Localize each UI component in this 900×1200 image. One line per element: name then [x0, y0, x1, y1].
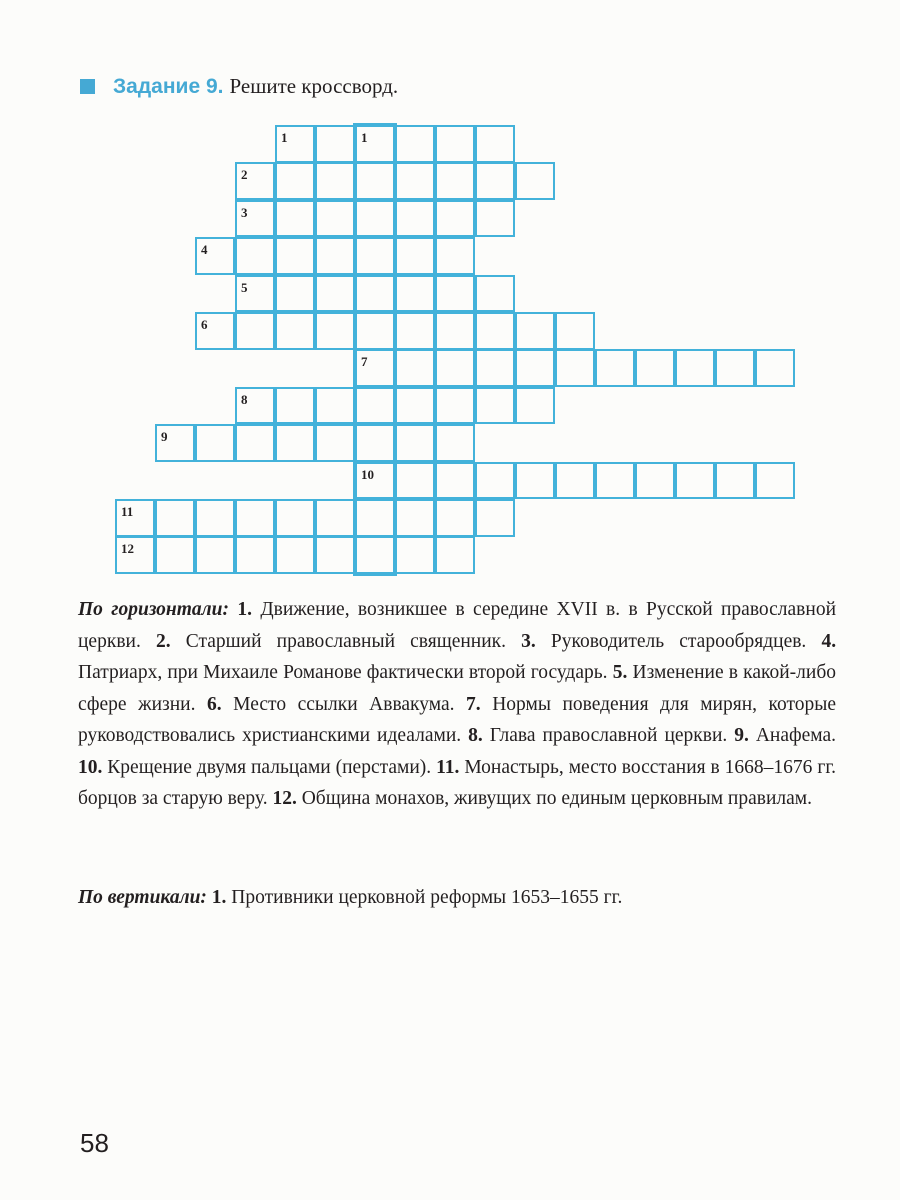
crossword-cell[interactable] [395, 387, 435, 425]
crossword-cell[interactable] [315, 499, 355, 537]
crossword-cell[interactable] [315, 312, 355, 350]
crossword-cell[interactable] [355, 162, 395, 200]
crossword-cell[interactable] [355, 499, 395, 537]
crossword-cell[interactable] [435, 200, 475, 238]
crossword-cell[interactable] [635, 349, 675, 387]
clue-number: 4. [821, 630, 837, 652]
clue-number: 1. [211, 887, 227, 908]
crossword-cell[interactable] [435, 162, 475, 200]
clue-number: 3 [241, 204, 248, 220]
clue-number: 2. [155, 630, 171, 652]
clue-text: Крещение двумя пальцами (перстами). [107, 756, 432, 778]
crossword-cell[interactable] [355, 462, 395, 500]
crossword-cell[interactable] [435, 349, 475, 387]
crossword-cell[interactable] [235, 237, 275, 275]
crossword-cell[interactable] [275, 162, 315, 200]
crossword-cell[interactable] [395, 312, 435, 350]
crossword-cell[interactable] [595, 462, 635, 500]
crossword-cell[interactable] [595, 349, 635, 387]
clue-number: 10. [78, 756, 103, 778]
clue-text: Противники церковной реформы 1653–1655 гг. [231, 887, 623, 908]
clue-text: Патриарх, при Михаиле Романове фактически второй государь. [78, 662, 608, 683]
clue-number: 4 [201, 242, 208, 258]
crossword-cell[interactable] [355, 349, 395, 387]
crossword-cell[interactable] [555, 349, 595, 387]
crossword-cell[interactable] [355, 387, 395, 425]
clue-number: 12. [272, 788, 297, 809]
clue-number: 8 [241, 391, 248, 407]
crossword-cell[interactable] [235, 499, 275, 537]
down-heading: По вертикали: [78, 887, 207, 908]
crossword-cell[interactable] [435, 499, 475, 537]
crossword-cell[interactable] [395, 275, 435, 313]
clue-number: 11. [436, 756, 460, 778]
crossword-cell[interactable] [355, 424, 395, 462]
crossword-cell[interactable] [275, 499, 315, 537]
clue-text: Движение, возникшее в середине XVII в. в Русской православной церкви. [78, 599, 836, 652]
page-number: 58 [80, 1128, 109, 1158]
crossword-cell[interactable] [315, 424, 355, 462]
crossword-cell[interactable] [435, 387, 475, 425]
clue-number: 3. [521, 630, 536, 652]
crossword-cell[interactable] [155, 536, 195, 574]
clue-number: 9 [161, 429, 168, 445]
down-clues [78, 882, 836, 914]
crossword-cell[interactable] [355, 536, 395, 574]
crossword-cell[interactable] [715, 462, 755, 500]
crossword-cell[interactable] [475, 162, 515, 200]
crossword-cell[interactable] [275, 275, 315, 313]
crossword-cell[interactable] [395, 462, 435, 500]
clue-number: 7. [466, 693, 481, 715]
clue-number: 5. [612, 662, 628, 683]
clue-text: Место ссылки Аввакума. [233, 693, 455, 715]
clue-number: 1. [237, 599, 252, 620]
crossword-cell[interactable] [155, 424, 195, 462]
crossword-cell[interactable] [395, 424, 435, 462]
crossword-cell[interactable] [475, 275, 515, 313]
clue-text: Анафема. [755, 725, 837, 746]
crossword-cell[interactable] [315, 536, 355, 574]
crossword-cell[interactable] [195, 536, 235, 574]
crossword-cell[interactable] [195, 424, 235, 462]
crossword-cell[interactable] [275, 237, 315, 275]
clue-number: 2 [241, 167, 248, 183]
crossword-cell[interactable] [315, 237, 355, 275]
clue-number: 1 [361, 130, 368, 145]
crossword-cell[interactable] [515, 312, 555, 350]
crossword-cell[interactable] [395, 162, 435, 200]
clue-number: 7 [361, 354, 368, 370]
clue-text: Руководитель старообрядцев. [550, 630, 807, 652]
clue-text: Монастырь, место восстания в 1668–1676 гг. борцов за старую веру. [78, 756, 836, 809]
crossword-cell[interactable] [355, 200, 395, 238]
clue-number: 11 [121, 504, 134, 519]
clue-text: Нормы поведения для мирян, которые руководствовались христианскими идеалами. [78, 693, 837, 746]
crossword-cell[interactable] [435, 462, 475, 500]
crossword-cell[interactable] [235, 162, 275, 200]
clue-text: Глава православной церкви. [489, 725, 728, 746]
clue-number: 12 [121, 541, 134, 557]
crossword-cell[interactable] [355, 125, 395, 163]
clue-number: 5 [241, 279, 248, 295]
crossword-cell[interactable] [475, 312, 515, 350]
crossword-cell[interactable] [195, 237, 235, 275]
crossword-cell[interactable] [275, 387, 315, 425]
crossword-cell[interactable] [315, 200, 355, 238]
clue-number: 9. [734, 725, 749, 746]
clue-text: Старший православный священник. [185, 630, 507, 652]
crossword-cell[interactable] [355, 275, 395, 313]
crossword-cell[interactable] [675, 349, 715, 387]
crossword-cell[interactable] [755, 349, 795, 387]
crossword-cell[interactable] [235, 536, 275, 574]
crossword-cell[interactable] [195, 499, 235, 537]
clue-number: 10 [361, 466, 374, 482]
crossword-cell[interactable] [475, 462, 515, 500]
crossword-cell[interactable] [315, 162, 355, 200]
crossword-cell[interactable] [115, 536, 155, 574]
crossword-cell[interactable] [715, 349, 755, 387]
crossword-cell[interactable] [555, 462, 595, 500]
crossword-cell[interactable] [275, 125, 315, 163]
crossword-cell[interactable] [475, 200, 515, 238]
clue-text: Община монахов, живущих по единым церковным правилам. [301, 788, 812, 809]
crossword-cell[interactable] [155, 499, 195, 537]
crossword-cell[interactable] [195, 312, 235, 350]
crossword-cell[interactable] [435, 275, 475, 313]
crossword-cell[interactable] [395, 499, 435, 537]
crossword-cell[interactable] [115, 499, 155, 537]
crossword-cell[interactable] [395, 125, 435, 163]
crossword-cell[interactable] [475, 349, 515, 387]
crossword-cell[interactable] [515, 162, 555, 200]
crossword-cell[interactable] [355, 312, 395, 350]
clue-text: Изменение в какой-либо сфере жизни. [78, 662, 836, 715]
crossword-cell[interactable] [435, 312, 475, 350]
crossword-cell[interactable] [315, 387, 355, 425]
crossword-cell[interactable] [475, 125, 515, 163]
crossword-cell[interactable] [355, 237, 395, 275]
crossword-cell[interactable] [275, 536, 315, 574]
crossword-cell[interactable] [635, 462, 675, 500]
crossword-cell[interactable] [435, 536, 475, 574]
task-text: Решите кроссворд. [229, 74, 399, 98]
crossword-cell[interactable] [275, 312, 315, 350]
clue-number: 6. [207, 693, 222, 715]
crossword-cell[interactable] [435, 125, 475, 163]
crossword-cell[interactable] [395, 536, 435, 574]
crossword-cell[interactable] [475, 387, 515, 425]
crossword-cell[interactable] [235, 200, 275, 238]
crossword-cell[interactable] [515, 349, 555, 387]
crossword-cell[interactable] [555, 312, 595, 350]
crossword-cell[interactable] [675, 462, 715, 500]
crossword-cell[interactable] [435, 237, 475, 275]
across-heading: По горизонтали: [78, 599, 230, 620]
crossword-cell[interactable] [275, 200, 315, 238]
crossword-cell[interactable] [475, 499, 515, 537]
across-clues [78, 594, 836, 815]
clue-number: 1 [281, 130, 288, 145]
crossword-cell[interactable] [235, 424, 275, 462]
crossword-cell[interactable] [395, 200, 435, 238]
crossword-cell[interactable] [275, 424, 315, 462]
crossword-cell[interactable] [235, 275, 275, 313]
crossword-cell[interactable] [395, 237, 435, 275]
crossword-cell[interactable] [515, 462, 555, 500]
crossword-cell[interactable] [395, 349, 435, 387]
crossword-cell[interactable] [515, 387, 555, 425]
clue-number: 8. [468, 725, 483, 746]
crossword-cell[interactable] [755, 462, 795, 500]
crossword-cell[interactable] [235, 312, 275, 350]
task-label: Задание 9. [113, 74, 224, 98]
crossword-cell[interactable] [435, 424, 475, 462]
crossword-cell[interactable] [315, 275, 355, 313]
crossword-cell[interactable] [235, 387, 275, 425]
crossword-cell[interactable] [315, 125, 355, 163]
clue-number: 6 [201, 317, 208, 332]
